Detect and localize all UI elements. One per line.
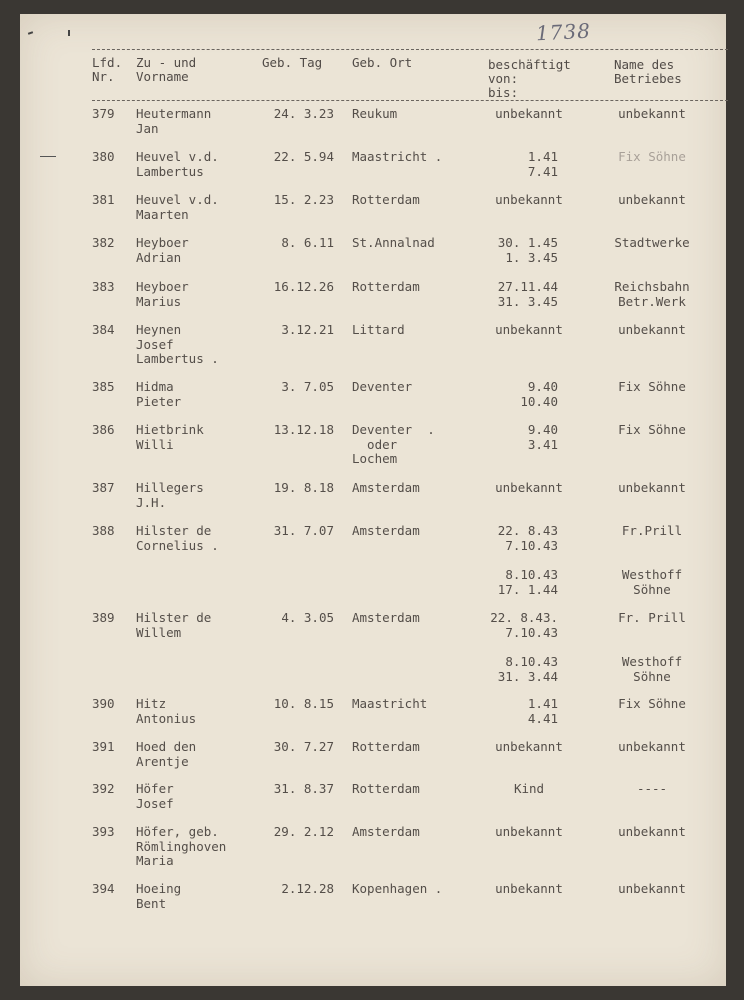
birth-place: Kopenhagen . [352, 881, 443, 896]
employment-period: 22. 8.43 7.10.43 [497, 523, 558, 553]
person-name: Heyboer Adrian [136, 235, 189, 265]
employment-period: unbekannt [495, 881, 563, 896]
birth-date: 31. 8.37 [273, 781, 334, 796]
person-name: Heuvel v.d. Maarten [136, 192, 219, 222]
employment-period: 1.41 7.41 [527, 149, 558, 179]
employment-period: unbekannt [495, 824, 563, 839]
birth-date: 29. 2.12 [273, 824, 334, 839]
header-lfd-nr: Lfd. Nr. [92, 55, 123, 84]
birth-place: St.Annalnad [352, 235, 435, 250]
row-number: 390 [92, 696, 115, 711]
birth-date: 31. 7.07 [273, 523, 334, 538]
company-name: Fix Söhne [618, 149, 686, 164]
company-name: Stadtwerke [614, 235, 690, 250]
row-number: 382 [92, 235, 115, 250]
person-name: Hillegers J.H. [136, 480, 204, 510]
person-name: Hitz Antonius [136, 696, 197, 726]
birth-date: 22. 5.94 [273, 149, 334, 164]
employment-period: 30. 1.45 1. 3.45 [497, 235, 558, 265]
person-name: Hilster de Willem [136, 610, 212, 640]
birth-date: 3.12.21 [281, 322, 334, 337]
company-name: unbekannt [618, 881, 686, 896]
company-name: Fix Söhne [618, 379, 686, 394]
birth-date: 24. 3.23 [273, 106, 334, 121]
header-beschaeftigt: beschäftigt von: bis: [488, 57, 571, 100]
person-name: Hietbrink Willi [136, 422, 204, 452]
person-name: Heyboer Marius [136, 279, 189, 309]
header-bottom-rule [92, 100, 728, 101]
company-name: Westhoff Söhne [621, 654, 683, 684]
birth-place: Maastricht . [352, 149, 443, 164]
row-number: 393 [92, 824, 115, 839]
employment-period: unbekannt [495, 322, 563, 337]
employment-period: unbekannt [495, 106, 563, 121]
header-geb-ort: Geb. Ort [352, 55, 413, 70]
birth-date: 30. 7.27 [273, 739, 334, 754]
row-number: 387 [92, 480, 115, 495]
header-name: Zu - und Vorname [136, 55, 197, 84]
row-number: 388 [92, 523, 115, 538]
company-name: unbekannt [618, 192, 686, 207]
archive-number: 1738 [535, 18, 592, 46]
row-number: 381 [92, 192, 115, 207]
header-betrieb: Name des Betriebes [614, 57, 682, 86]
row-number: 391 [92, 739, 115, 754]
birth-place: Rotterdam [352, 279, 420, 294]
birth-place: Rotterdam [352, 781, 420, 796]
row-number: 383 [92, 279, 115, 294]
margin-mark [40, 156, 56, 157]
person-name: Höfer Josef [136, 781, 174, 811]
employment-period: 22. 8.43. 7.10.43 [490, 610, 558, 640]
employment-period: 9.40 3.41 [527, 422, 558, 452]
birth-place: Amsterdam [352, 523, 420, 538]
employment-period: unbekannt [495, 480, 563, 495]
birth-place: Deventer . oder Lochem [352, 422, 435, 466]
company-name: ---- [636, 781, 668, 796]
company-name: Westhoff Söhne [621, 567, 683, 597]
birth-date: 16.12.26 [273, 279, 334, 294]
employment-period: 8.10.43 31. 3.44 [497, 654, 558, 684]
employment-period: 27.11.44 31. 3.45 [497, 279, 558, 309]
row-number: 379 [92, 106, 115, 121]
birth-place: Reukum [352, 106, 398, 121]
birth-place: Amsterdam [352, 610, 420, 625]
employment-period: 9.40 10.40 [520, 379, 558, 409]
row-number: 394 [92, 881, 115, 896]
header-geb-tag: Geb. Tag [262, 55, 323, 70]
person-name: Heynen Josef Lambertus . [136, 322, 219, 366]
row-number: 384 [92, 322, 115, 337]
company-name: unbekannt [618, 322, 686, 337]
company-name: Fix Söhne [618, 422, 686, 437]
birth-place: Rotterdam [352, 739, 420, 754]
row-number: 385 [92, 379, 115, 394]
birth-date: 2.12.28 [281, 881, 334, 896]
employment-period: unbekannt [495, 192, 563, 207]
birth-place: Deventer [352, 379, 413, 394]
row-number: 380 [92, 149, 115, 164]
person-name: Höfer, geb. Römlinghoven Maria [136, 824, 227, 868]
company-name: Reichsbahn Betr.Werk [614, 279, 690, 309]
company-name: unbekannt [618, 480, 686, 495]
person-name: Hoeing Bent [136, 881, 182, 911]
row-number: 389 [92, 610, 115, 625]
company-name: unbekannt [618, 739, 686, 754]
birth-place: Rotterdam [352, 192, 420, 207]
birth-date: 19. 8.18 [273, 480, 334, 495]
person-name: Heutermann Jan [136, 106, 212, 136]
company-name: unbekannt [618, 106, 686, 121]
company-name: Fr.Prill [621, 523, 683, 538]
person-name: Heuvel v.d. Lambertus [136, 149, 219, 179]
birth-date: 8. 6.11 [281, 235, 334, 250]
person-name: Hidma Pieter [136, 379, 182, 409]
birth-date: 13.12.18 [273, 422, 334, 437]
birth-date: 4. 3.05 [281, 610, 334, 625]
row-number: 392 [92, 781, 115, 796]
company-name: Fix Söhne [618, 696, 686, 711]
row-number: 386 [92, 422, 115, 437]
company-name: Fr. Prill [618, 610, 686, 625]
employment-period: Kind [513, 781, 545, 796]
birth-place: Amsterdam [352, 480, 420, 495]
employment-period: 1.41 4.41 [527, 696, 558, 726]
birth-date: 3. 7.05 [281, 379, 334, 394]
birth-place: Littard [352, 322, 405, 337]
employment-period: 8.10.43 17. 1.44 [497, 567, 558, 597]
person-name: Hilster de Cornelius . [136, 523, 219, 553]
birth-date: 15. 2.23 [273, 192, 334, 207]
employment-period: unbekannt [495, 739, 563, 754]
birth-place: Amsterdam [352, 824, 420, 839]
birth-date: 10. 8.15 [273, 696, 334, 711]
header-top-rule [92, 49, 728, 50]
birth-place: Maastricht [352, 696, 428, 711]
punch-mark [68, 30, 70, 36]
company-name: unbekannt [618, 824, 686, 839]
person-name: Hoed den Arentje [136, 739, 197, 769]
